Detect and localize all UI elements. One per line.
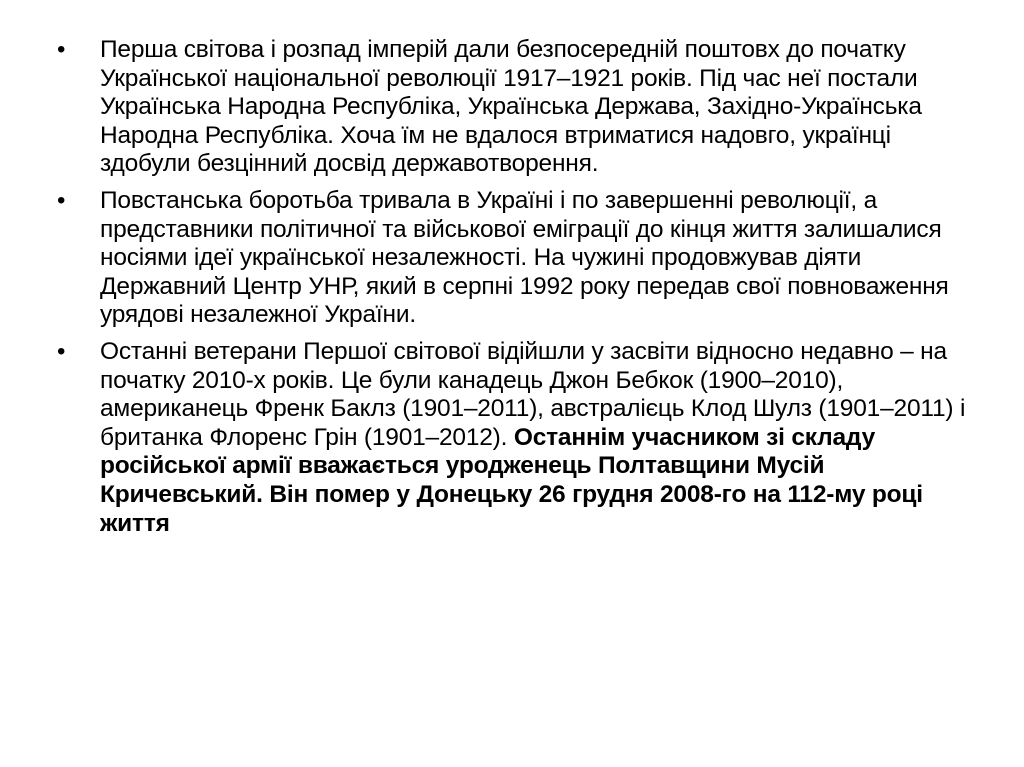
bullet-icon: • bbox=[57, 337, 66, 365]
bullet-list bbox=[57, 36, 977, 546]
bullet-item-2 bbox=[57, 187, 977, 330]
bullet-text: Останні ветерани Першої світової відійшли у засвіти відносно недавно – на початку 2010-х років. Це були канадець Джон Бебкок (1900–2010), американець Френк Баклз (1901–2011), австралієць Клод Шулз (1901–2011) і британка Флоренс Грін (1901–2012). bbox=[100, 337, 966, 451]
bullet-text: Перша світова і розпад імперій дали безпосередній поштовх до початку Української національної революції 1917–1921 років. Під час неї постали Українська Народна Республіка, Українська Держава, Західно-Українська Народна Республіка. Хоча їм не вдалося втриматися надовго, українці здобули безцінний досвід державотворення. bbox=[100, 36, 922, 178]
bullet-bold-text: Останнім учасником зі складу російської армії вважається уродженець Полтавщини Мусій Кричевський. Він помер у Донецьку 26 грудня 2008-го на 112-му році життя bbox=[100, 423, 923, 537]
bullet-item-3 bbox=[57, 338, 977, 538]
bullet-icon: • bbox=[57, 186, 66, 214]
bullet-icon: • bbox=[57, 36, 66, 63]
bullet-item-1 bbox=[57, 36, 977, 179]
bullet-text: Повстанська боротьба тривала в Україні і по завершенні революції, а представники політичної та військової еміграції до кінця життя залишалися носіями ідеї української незалежності. На чужині продовжував діяти Державний Центр УНР, який в серпні 1992 року передав свої повноваження урядові незалежної України. bbox=[100, 186, 949, 329]
